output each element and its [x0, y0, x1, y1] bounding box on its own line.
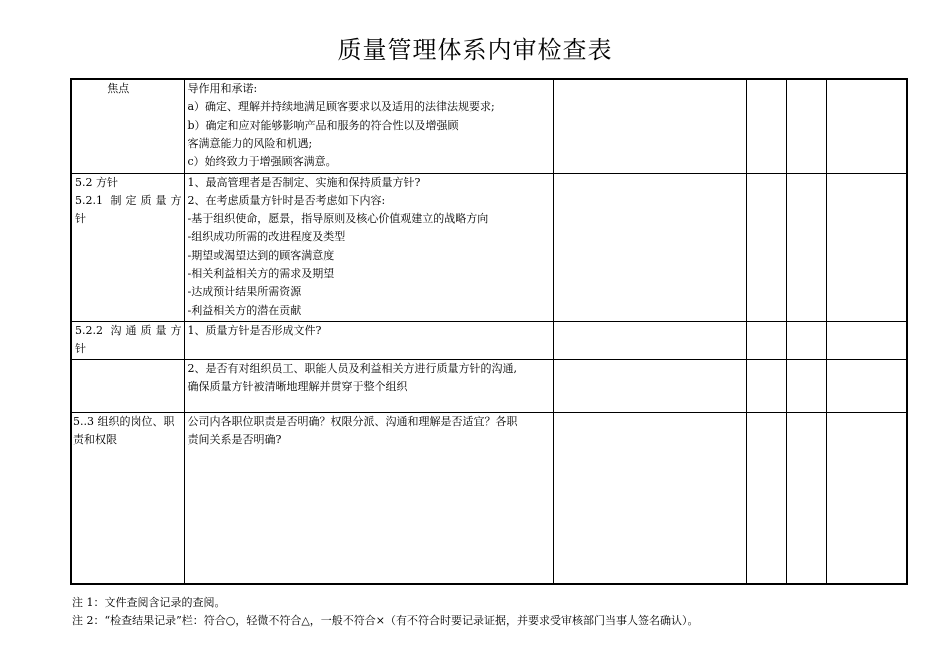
- table-row: [71, 321, 907, 359]
- check-content-cell: [184, 412, 553, 584]
- page-title: 质量管理体系内审检查表: [337, 36, 613, 64]
- remark-cell[interactable]: [826, 173, 907, 321]
- check-line: c）始终致力于增强顾客满意。: [187, 155, 337, 169]
- check-line: a）确定、理解并持续地满足顾客要求以及适用的法律法规要求;: [187, 100, 495, 114]
- check-content-cell: [184, 359, 553, 412]
- clause-line: 针: [75, 341, 86, 355]
- clause-line: 5.2 方针: [75, 175, 118, 189]
- result-cell[interactable]: [786, 359, 826, 412]
- check-line: -利益相关方的潜在贡献: [187, 303, 302, 317]
- table-row: [71, 79, 907, 173]
- check-line: -组织成功所需的改进程度及类型: [187, 230, 346, 244]
- result-cell[interactable]: [746, 412, 786, 584]
- check-line: 1、最高管理者是否制定、实施和保持质量方针?: [187, 175, 421, 189]
- clause-cell: [71, 79, 184, 173]
- clause-line: 焦点: [107, 82, 130, 95]
- remark-cell[interactable]: [826, 79, 907, 173]
- record-cell[interactable]: [553, 79, 746, 173]
- clause-line: 5.2.2 沟通质量方: [75, 323, 182, 337]
- record-cell[interactable]: [553, 173, 746, 321]
- result-cell[interactable]: [786, 412, 826, 584]
- clause-cell: [71, 412, 184, 584]
- remark-cell[interactable]: [826, 412, 907, 584]
- check-line: -基于组织使命，愿景，指导原则及核心价值观建立的战略方向: [187, 212, 489, 226]
- record-cell[interactable]: [553, 412, 746, 584]
- record-cell[interactable]: [553, 321, 746, 359]
- check-line: 责间关系是否明确?: [187, 432, 282, 446]
- table-row: [71, 412, 907, 584]
- footnotes: [72, 594, 932, 630]
- check-line: -期望或渴望达到的顾客满意度: [187, 248, 335, 262]
- check-content-cell: [184, 173, 553, 321]
- clause-line: 5..3 组织的岗位、职: [73, 414, 175, 428]
- check-line: 确保质量方针被清晰地理解并贯穿于整个组织: [187, 379, 408, 393]
- table-row: [71, 359, 907, 412]
- check-line: b）确定和应对能够影响产品和服务的符合性以及增强顾: [187, 118, 459, 132]
- result-cell[interactable]: [746, 79, 786, 173]
- result-cell[interactable]: [746, 173, 786, 321]
- clause-line: 5.2.1 制定质量方: [75, 193, 182, 207]
- result-cell[interactable]: [786, 321, 826, 359]
- footnote-2: 注 2：“检查结果记录”栏：符合○，轻微不符合△，一般不符合×（有不符合时要记录证据，并要求受审核部门当事人签名确认）。: [72, 614, 699, 627]
- result-cell[interactable]: [786, 173, 826, 321]
- check-line: 1、质量方针是否形成文件?: [187, 323, 322, 337]
- result-cell[interactable]: [746, 321, 786, 359]
- table-row: [71, 173, 907, 321]
- check-line: -相关利益相关方的需求及期望: [187, 266, 335, 280]
- record-cell[interactable]: [553, 359, 746, 412]
- remark-cell[interactable]: [826, 359, 907, 412]
- clause-cell: [71, 359, 184, 412]
- footnote-1: 注 1：文件查阅含记录的查阅。: [72, 596, 226, 609]
- result-cell[interactable]: [786, 79, 826, 173]
- clause-cell: [71, 321, 184, 359]
- result-cell[interactable]: [746, 359, 786, 412]
- check-line: 2、在考虑质量方针时是否考虑如下内容:: [187, 193, 386, 207]
- check-line: 导作用和承诺:: [187, 82, 258, 95]
- clause-line: 责和权限: [73, 432, 117, 446]
- audit-checklist-table: [70, 78, 908, 585]
- remark-cell[interactable]: [826, 321, 907, 359]
- check-line: -达成预计结果所需资源: [187, 285, 302, 299]
- check-content-cell: [184, 79, 553, 173]
- check-line: 2、是否有对组织员工、职能人员及利益相关方进行质量方针的沟通,: [187, 361, 517, 375]
- clause-line: 针: [75, 212, 86, 226]
- check-line: 客满意能力的风险和机遇;: [187, 136, 313, 150]
- check-content-cell: [184, 321, 553, 359]
- clause-cell: [71, 173, 184, 321]
- check-line: 公司内各职位职责是否明确？权限分派、沟通和理解是否适宜？各职: [187, 414, 518, 428]
